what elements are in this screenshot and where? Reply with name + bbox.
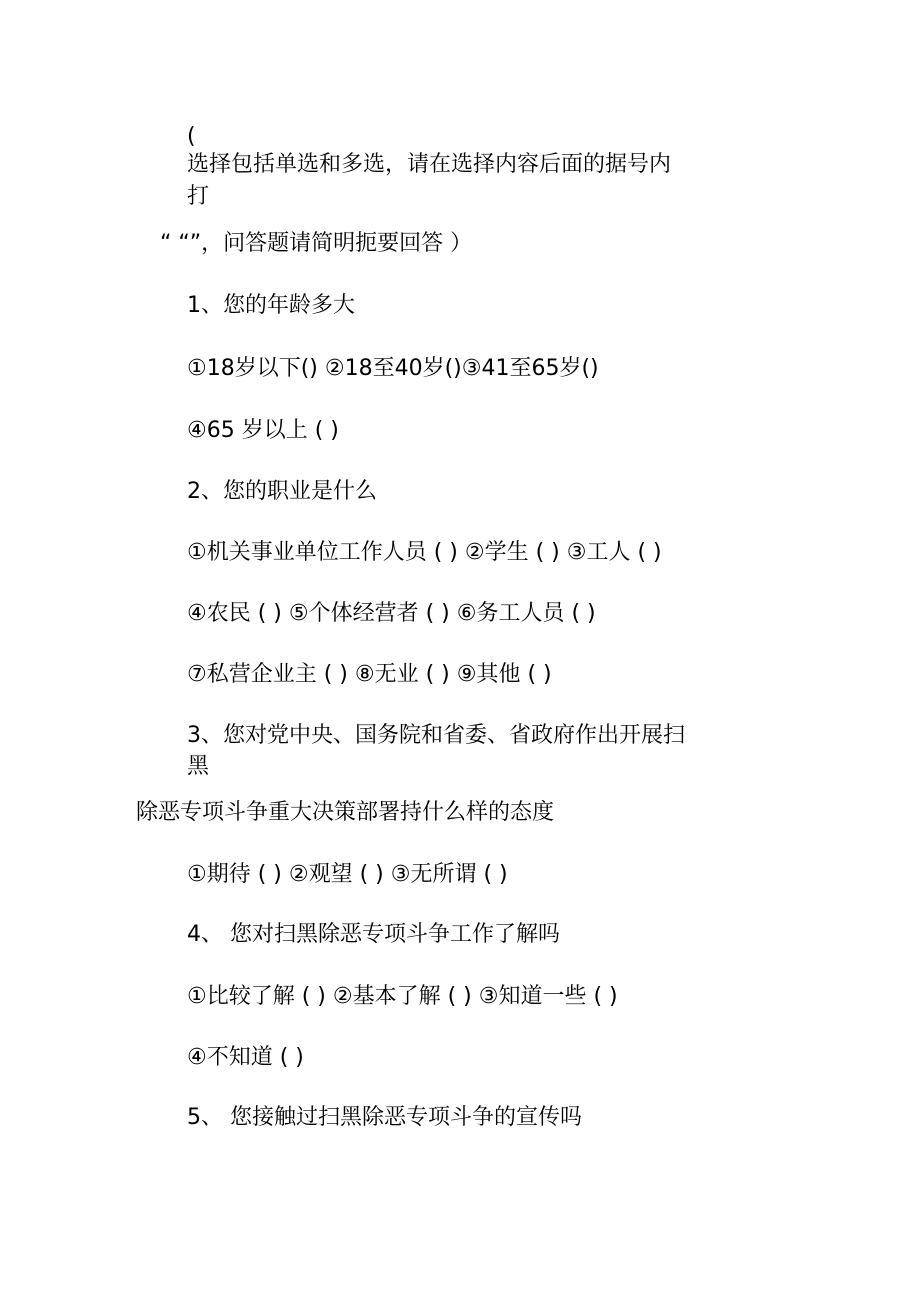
question-3-title-line-2: 黑 bbox=[187, 754, 210, 779]
question-1-options-row-1: ①18岁以下() ②18至40岁()③41至65岁() bbox=[187, 356, 599, 381]
instruction-line-3: “ “”，问答题请简明扼要回答 ） bbox=[160, 231, 473, 256]
question-2-options-row-3: ⑦私营企业主 ( ) ⑧无业 ( ) ⑨其他 ( ) bbox=[187, 662, 552, 687]
instruction-line-2: 打 bbox=[187, 184, 210, 209]
question-3-title-line-3: 除恶专项斗争重大决策部署持什么样的态度 bbox=[136, 800, 555, 825]
question-3-title-line-1: 3、您对党中央、国务院和省委、省政府作出开展扫 bbox=[187, 723, 685, 748]
question-4-options-row-2: ④不知道 ( ) bbox=[187, 1045, 304, 1070]
question-2-options-row-1: ①机关事业单位工作人员 ( ) ②学生 ( ) ③工人 ( ) bbox=[187, 540, 662, 565]
question-3-options-row-1: ①期待 ( ) ②观望 ( ) ③无所谓 ( ) bbox=[187, 862, 508, 887]
question-1-title: 1、您的年龄多大 bbox=[187, 293, 355, 318]
question-4-title: 4、 您对扫黑除恶专项斗争工作了解吗 bbox=[187, 922, 560, 947]
question-1-options-row-2: ④65 岁以上 ( ) bbox=[187, 418, 339, 443]
question-2-options-row-2: ④农民 ( ) ⑤个体经营者 ( ) ⑥务工人员 ( ) bbox=[187, 601, 596, 626]
instruction-line-1: 选择包括单选和多选，请在选择内容后面的据号内 bbox=[187, 152, 672, 177]
instruction-open-paren: ( bbox=[187, 124, 196, 149]
question-2-title: 2、您的职业是什么 bbox=[187, 479, 377, 504]
question-4-options-row-1: ①比较了解 ( ) ②基本了解 ( ) ③知道一些 ( ) bbox=[187, 984, 618, 1009]
question-5-title: 5、 您接触过扫黑除恶专项斗争的宣传吗 bbox=[187, 1105, 582, 1130]
